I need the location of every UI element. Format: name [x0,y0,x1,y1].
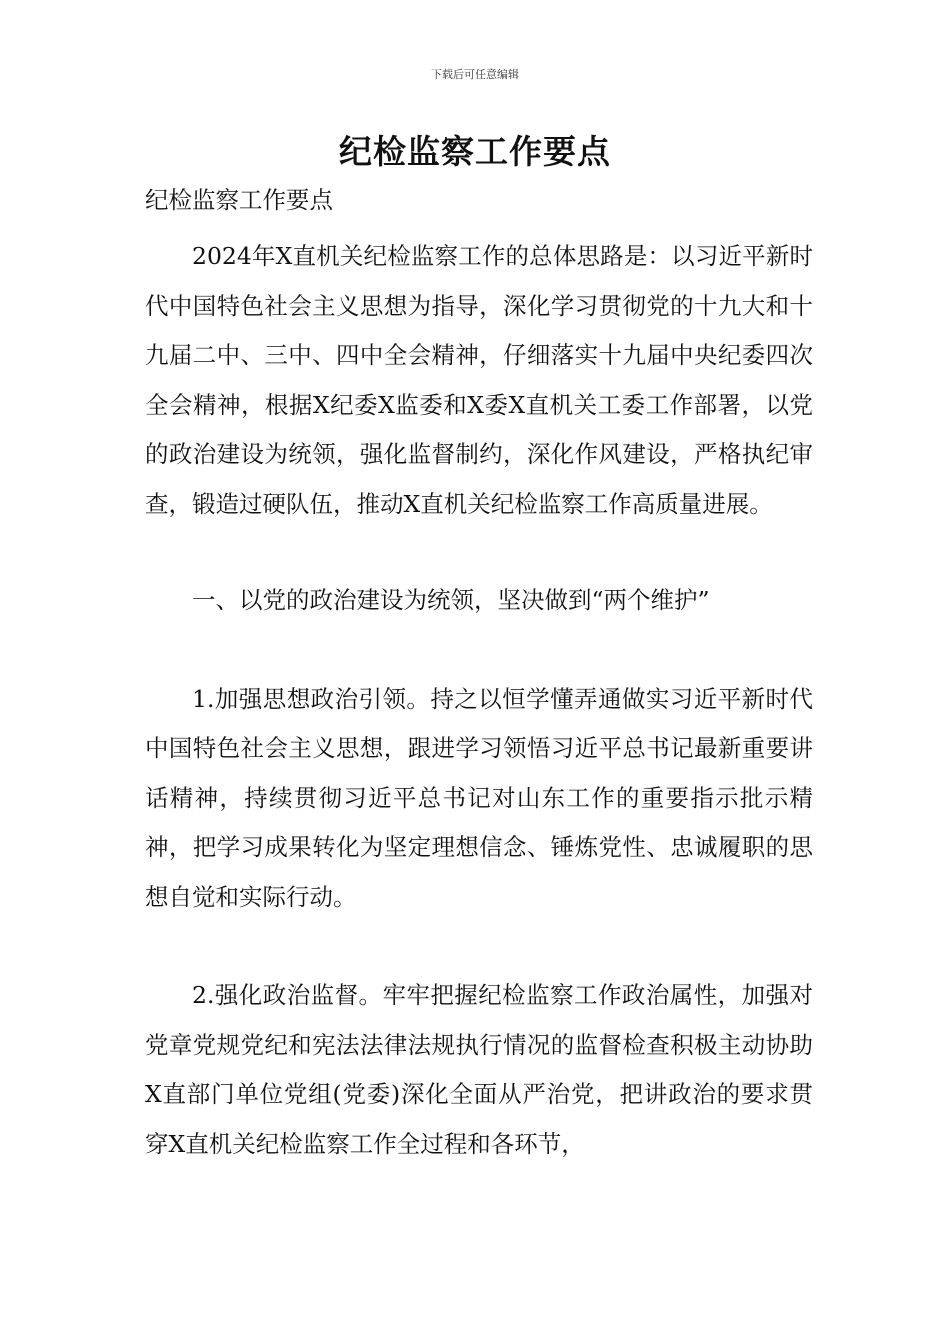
document-subtitle: 纪检监察工作要点 [145,186,333,214]
document-body [145,182,813,1169]
intro-paragraph: 2024年X直机关纪检监察工作的总体思路是：以习近平新时代中国特色社会主义思想为指导，深化学习贯彻党的十九大和十九届二中、三中、四中全会精神，仔细落实十九届中央纪委四次全会精神，根据X纪委X监委和X委X直机关工委工作部署，以党的政治建设为统领，强化监督制约，深化作风建设，严格执纪审查，锻造过硬队伍，推动X直机关纪检监察工作高质量进展。 [145,242,813,518]
document-title: 纪检监察工作要点 [339,132,611,171]
item-paragraph-1: 1.加强思想政治引领。持之以恒学懂弄通做实习近平新时代中国特色社会主义思想，跟进学习领悟习近平总书记最新重要讲话精神，持续贯彻习近平总书记对山东工作的重要指示批示精神，把学习成果转化为坚定理想信念、锤炼党性、忠诚履职的思想自觉和实际行动。 [145,684,813,911]
header-note: 下载后可任意编辑 [431,68,519,81]
section-heading-1: 一、以党的政治建设为统领，坚决做到“两个维护” [192,586,710,614]
item-paragraph-2: 2.强化政治监督。牢牢把握纪检监察工作政治属性，加强对党章党规党纪和宪法法律法规执行情况的监督检查积极主动协助X直部门单位党组(党委)深化全面从严治党，把讲政治的要求贯穿X直机关纪检监察工作全过程和各环节， [145,981,813,1158]
